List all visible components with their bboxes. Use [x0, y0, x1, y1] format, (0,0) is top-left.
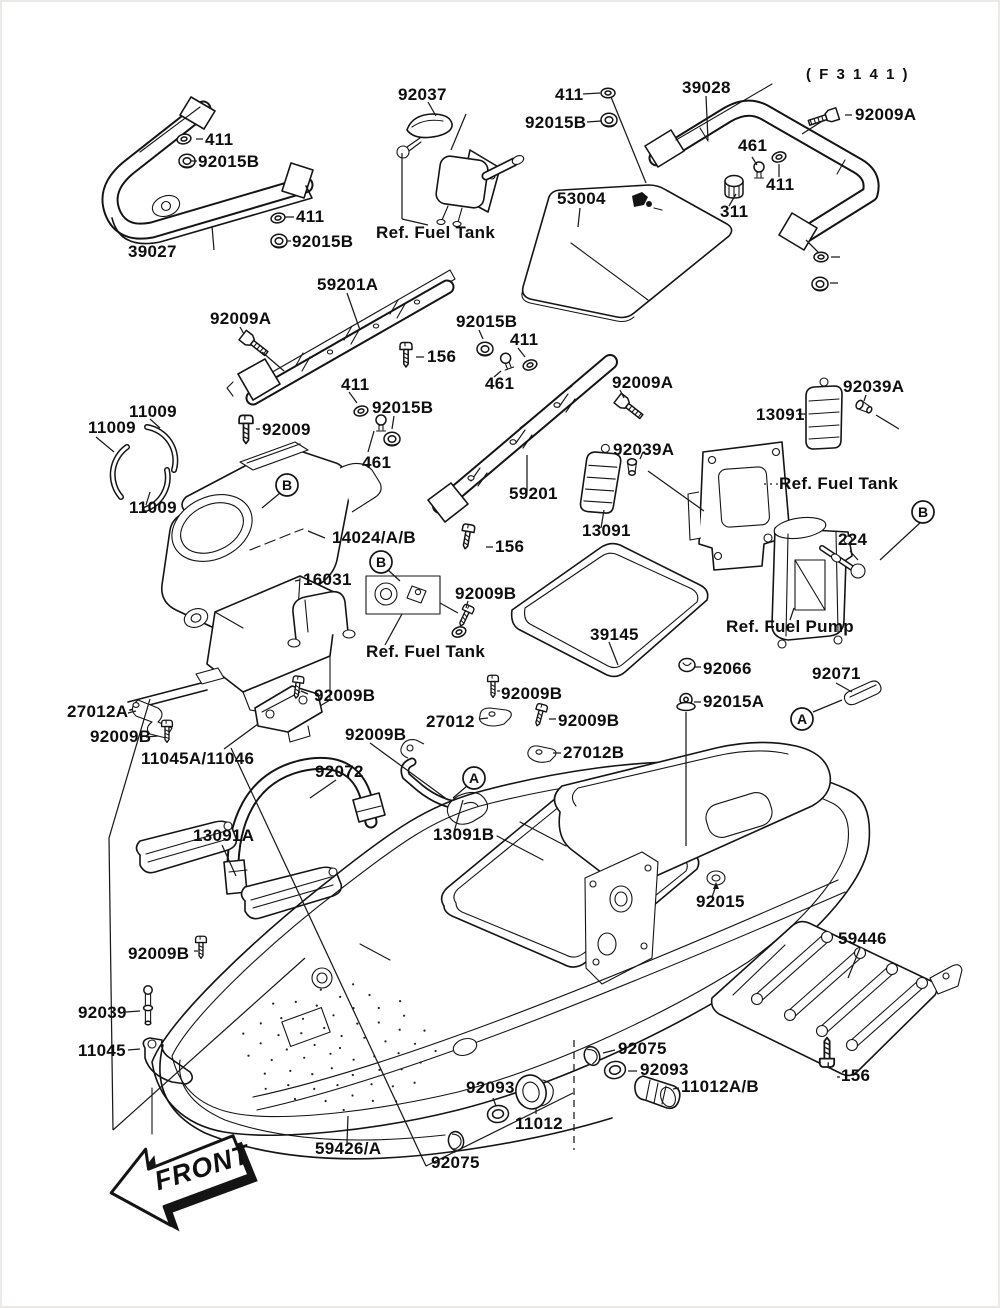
- part-label: 11009: [129, 498, 177, 517]
- mat-53004-drawing: [522, 185, 732, 322]
- part-label: 92009B: [314, 686, 376, 705]
- screw-156-icon: [400, 343, 412, 368]
- screw-92009-icon: [239, 415, 253, 443]
- part-label: 59201: [509, 484, 558, 503]
- nut-92015B-icon: [601, 113, 617, 127]
- washer-icon: [451, 625, 467, 639]
- part-label: 53004: [557, 189, 606, 208]
- part-label: 156: [427, 347, 457, 366]
- pin-92039A-icon: [628, 459, 637, 475]
- part-label: 92039A: [613, 440, 675, 459]
- part-label: 92015B: [372, 398, 434, 417]
- plug-92075-icon: [447, 1130, 466, 1152]
- part-label: 92009B: [345, 725, 407, 744]
- part-label: 92009A: [612, 373, 674, 392]
- part-label: 92039: [78, 1003, 127, 1022]
- part-label: 92009A: [210, 309, 272, 328]
- part-label: 92015: [696, 892, 745, 911]
- front-arrow-label: FRONT: [150, 1138, 254, 1197]
- part-label: 411: [510, 330, 539, 349]
- part-label: 11012: [515, 1114, 563, 1133]
- washer-411-icon: [522, 358, 538, 371]
- part-label: 311: [720, 202, 749, 221]
- part-label: Ref. Fuel Pump: [726, 617, 854, 636]
- svg-text:B: B: [917, 504, 929, 520]
- part-label: 92009B: [90, 727, 152, 746]
- screw-156-icon: [459, 524, 475, 550]
- nut-92015B-icon: [384, 432, 400, 446]
- screw-92009B-icon: [456, 604, 475, 629]
- damper-461-icon: [754, 162, 764, 178]
- part-label: Ref. Fuel Tank: [366, 642, 486, 661]
- part-label: 92009B: [558, 711, 620, 730]
- circled-callout-B: [370, 551, 392, 573]
- part-label: 11012A/B: [681, 1077, 760, 1096]
- part-label: 92015B: [198, 152, 260, 171]
- part-label: 11009: [129, 402, 177, 421]
- part-label: 461: [738, 136, 768, 155]
- washer-411-icon: [601, 88, 615, 98]
- circled-callout-B: [912, 501, 934, 523]
- part-label: 92039A: [843, 377, 905, 396]
- part-label: 411: [205, 130, 234, 149]
- nut-92015B-icon: [271, 234, 287, 248]
- part-label: 92015B: [292, 232, 354, 251]
- part-label: Ref. Fuel Tank: [376, 223, 496, 242]
- part-label: 13091B: [433, 825, 495, 844]
- front-arrow: [103, 1125, 266, 1246]
- ride-plate-59446-drawing: [712, 922, 962, 1076]
- nut-92015B-icon: [477, 342, 493, 356]
- part-label: 411: [766, 175, 795, 194]
- part-label: 411: [341, 375, 370, 394]
- washer-411-icon: [771, 150, 787, 163]
- part-label: 92072: [315, 762, 364, 781]
- pad-13091-right-drawing: [806, 378, 842, 449]
- svg-text:B: B: [281, 477, 293, 493]
- part-label: 92037: [398, 85, 447, 104]
- clip-27012-drawing: [480, 708, 512, 726]
- screw-92009B-icon: [488, 675, 499, 697]
- part-label: 92015A: [703, 692, 765, 711]
- fuel-cap-detail-box: [366, 576, 440, 614]
- clip-27012B-drawing: [528, 746, 556, 762]
- part-label: 11009: [88, 418, 136, 437]
- part-label: 92071: [812, 664, 861, 683]
- part-label: 156: [495, 537, 525, 556]
- part-label: 411: [296, 207, 325, 226]
- part-label: 59426/A: [315, 1139, 382, 1158]
- damper-461-icon: [499, 352, 514, 370]
- part-label: 92075: [618, 1039, 667, 1058]
- svg-text:B: B: [375, 554, 387, 570]
- washer-411-icon: [353, 405, 369, 418]
- part-label: 92009: [262, 420, 311, 439]
- part-label: 461: [485, 374, 515, 393]
- part-label: 92066: [703, 659, 752, 678]
- key-92071-drawing: [844, 681, 881, 705]
- part-label: 14024/A/B: [332, 528, 416, 547]
- washer-411-icon: [814, 252, 828, 262]
- part-label: 92009B: [501, 684, 563, 703]
- bolt-92009A-icon: [239, 330, 270, 358]
- part-label: 27012: [426, 712, 475, 731]
- part-label: 39145: [590, 625, 639, 644]
- fuel-valve-drawing: [397, 114, 525, 227]
- nut-92015A-icon: [677, 694, 695, 711]
- part-label: 13091: [582, 521, 631, 540]
- part-label: 27012A: [67, 702, 129, 721]
- part-label: 11045: [78, 1041, 126, 1060]
- part-label: 92075: [431, 1153, 480, 1172]
- pin-92039A-icon: [855, 399, 874, 415]
- part-label: 59446: [838, 929, 887, 948]
- part-label: Ref. Fuel Tank: [779, 474, 899, 493]
- part-label: 156: [841, 1066, 871, 1085]
- screw-92009B-icon: [196, 936, 207, 958]
- part-label: 224: [838, 530, 868, 549]
- circled-callout-A: [463, 767, 485, 789]
- part-label: 92009B: [128, 944, 190, 963]
- nut-92015B-icon: [812, 277, 828, 291]
- part-label: 59201A: [317, 275, 379, 294]
- part-label: 411: [555, 85, 584, 104]
- pin-92039-icon: [144, 986, 153, 1025]
- springs-11009-drawing: [113, 427, 176, 509]
- part-label: 13091A: [193, 826, 255, 845]
- hull-drawing: [152, 742, 869, 1135]
- circled-callout-B: [276, 474, 298, 496]
- damper-461-icon: [376, 415, 386, 431]
- screw-92009B-icon: [532, 703, 548, 727]
- part-label: 92015B: [525, 113, 587, 132]
- plug-11012AB-drawing: [635, 1076, 680, 1109]
- part-label: 13091: [756, 405, 805, 424]
- part-label: 39027: [128, 242, 177, 261]
- part-label: 39028: [682, 78, 731, 97]
- grommet-92093-icon: [603, 1060, 627, 1081]
- part-label: 92009B: [455, 584, 517, 603]
- washer-411-icon: [270, 212, 286, 224]
- svg-text:A: A: [468, 770, 480, 786]
- hull-texture-speckles: [242, 983, 437, 1111]
- cap-92066-icon: [679, 659, 695, 672]
- part-label: 16031: [303, 570, 352, 589]
- part-label: 92009A: [855, 105, 917, 124]
- svg-text:A: A: [796, 711, 808, 727]
- part-label: 461: [362, 453, 392, 472]
- bolt-92009A-icon: [807, 108, 839, 129]
- grommet-92093-icon: [486, 1104, 509, 1124]
- nut-311-icon: [725, 176, 743, 199]
- seal-39145-drawing: [512, 544, 708, 677]
- circled-callout-A: [791, 708, 813, 730]
- part-label: 11045A/11046: [141, 749, 255, 768]
- bolt-92009A-icon: [614, 393, 645, 421]
- part-label: 92093: [640, 1060, 689, 1079]
- fiche-code: ( F 3 1 4 1 ): [806, 66, 910, 83]
- part-label: 92093: [466, 1078, 515, 1097]
- part-label: 92015B: [456, 312, 518, 331]
- part-label: 27012B: [563, 743, 625, 762]
- bracket-11045A-drawing: [255, 686, 322, 742]
